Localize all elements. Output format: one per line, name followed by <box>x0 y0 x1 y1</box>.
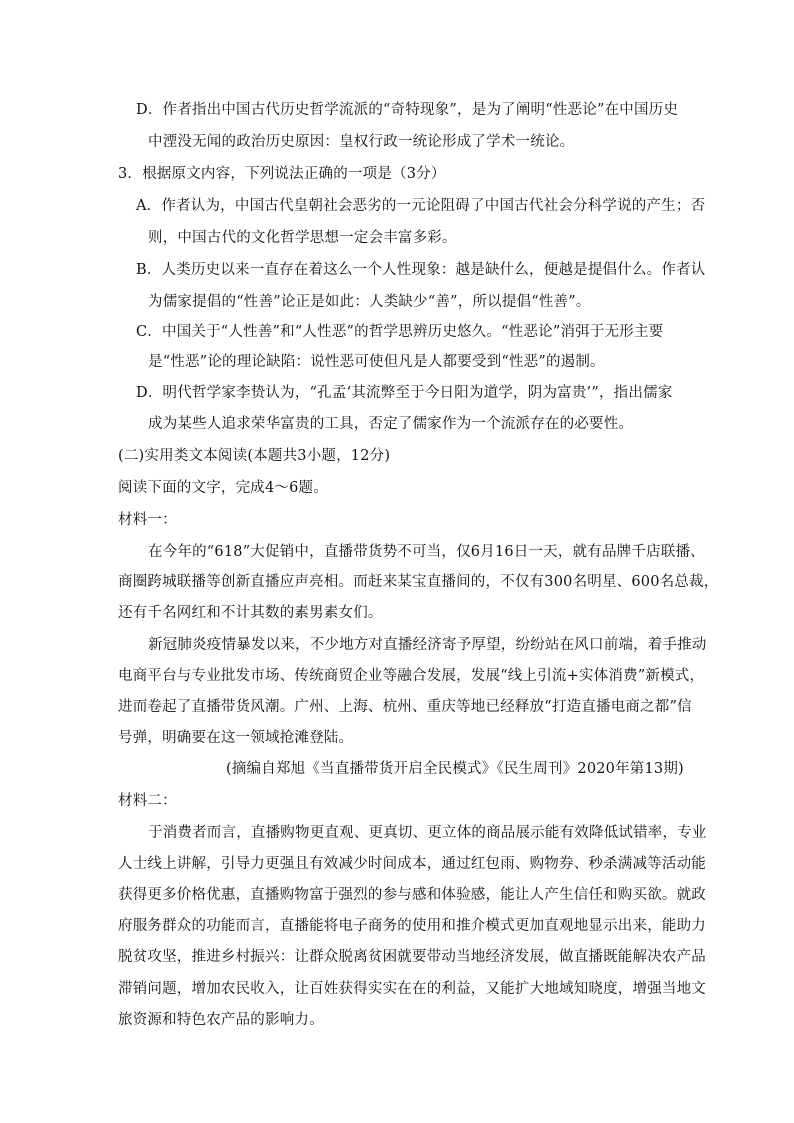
material-1-paragraph-2-line-1: 新冠肺炎疫情暴发以来，不少地方对直播经济寄予厚望，纷纷站在风口前端，着手推动 <box>148 637 707 653</box>
reading-instruction: 阅读下面的文字，完成4～6题。 <box>118 480 328 496</box>
material-1-paragraph-1-line-1: 在今年的“618”大促销中，直播带货势不可当，仅6月16日一天，就有品牌千店联播、 <box>148 544 705 560</box>
question-3-option-a-line-2: 则，中国古代的文化哲学思想一定会丰富多彩。 <box>148 230 457 246</box>
question-3-option-d-line-2: 成为某些人追求荣华富贵的工具，否定了儒家作为一个流派存在的必要性。 <box>148 416 634 432</box>
material-1-paragraph-1-line-2: 商圈跨城联播等创新直播应声亮相。而赶来某宝直播间的，不仅有300名明星、600名总裁， <box>118 574 719 590</box>
section-heading: (二)实用类文本阅读(本题共3小题，12分) <box>118 448 391 464</box>
material-2-paragraph-line-7: 旅资源和特色农产品的影响力。 <box>118 1012 324 1028</box>
material-2-title: 材料二： <box>118 793 177 809</box>
question-3-option-c-line-1: C．中国关于“人性善”和“人性恶”的哲学思辨历史悠久。“性恶论”消弭于无形主要 <box>136 324 664 340</box>
question-3-option-b-line-2: 为儒家提倡的“性善”论正是如此：人类缺少“善”，所以提倡“性善”。 <box>148 294 591 310</box>
material-2-paragraph-line-3: 获得更多价格优惠，直播购物富于强烈的参与感和体验感，能让人产生信任和购买欲。就政 <box>118 887 706 903</box>
material-1-source: (摘编自郑旭《当直播带货开启全民模式》《民生周刊》2020年第13期) <box>226 761 684 777</box>
option-d-previous-line-1: D．作者指出中国古代历史哲学流派的“奇特现象”，是为了阐明“性恶论”在中国历史 <box>136 102 679 118</box>
question-3-option-d-line-1: D．明代哲学家李贽认为，“孔孟‘其流弊至于今日阳为道学，阴为富贵’”，指出儒家 <box>136 385 673 401</box>
question-3-option-b-line-1: B．人类历史以来一直存在着这么一个人性现象：越是缺什么，便越是提倡什么。作者认 <box>136 262 706 278</box>
option-d-previous-line-2: 中湮没无闻的政治历史原因：皇权行政一统论形成了学术一统论。 <box>148 134 575 150</box>
material-1-paragraph-2-line-3: 进而卷起了直播带货风潮。广州、上海、杭州、重庆等地已经释放“打造直播电商之都”信 <box>118 699 692 715</box>
material-2-paragraph-line-1: 于消费者而言，直播购物更直观、更真切、更立体的商品展示能有效降低试错率，专业 <box>148 825 707 841</box>
question-3-option-a-line-1: A．作者认为，中国古代皇朝社会恶劣的一元论阻碍了中国古代社会分科学说的产生；否 <box>136 198 706 214</box>
material-1-paragraph-2-line-2: 电商平台与专业批发市场、传统商贸企业等融合发展，发展“线上引流+实体消费”新模式， <box>118 668 705 684</box>
question-3-stem: 3．根据原文内容，下列说法正确的一项是（3分） <box>118 166 446 182</box>
material-1-paragraph-1-line-3: 还有千名网红和不计其数的素男素女们。 <box>118 605 383 621</box>
material-1-paragraph-2-line-4: 号弹，明确要在这一领域抢滩登陆。 <box>118 730 354 746</box>
material-2-paragraph-line-4: 府服务群众的功能而言，直播能将电子商务的使用和推介模式更加直观地显示出来，能助力 <box>118 918 706 934</box>
material-2-paragraph-line-2: 人士线上讲解，引导力更强且有效减少时间成本，通过红包雨、购物券、秒杀满减等活动能 <box>118 856 706 872</box>
material-1-title: 材料一： <box>118 512 177 528</box>
question-3-option-c-line-2: 是“性恶”论的理论缺陷：说性恶可使但凡是人都要受到“性恶”的遏制。 <box>148 354 605 370</box>
material-2-paragraph-line-5: 脱贫攻坚，推进乡村振兴：让群众脱离贫困就要带动当地经济发展，做直播既能解决农产品 <box>118 949 706 965</box>
material-2-paragraph-line-6: 滞销问题，增加农民收入，让百姓获得实实在在的利益，又能扩大地域知晓度，增强当地文 <box>118 981 706 997</box>
